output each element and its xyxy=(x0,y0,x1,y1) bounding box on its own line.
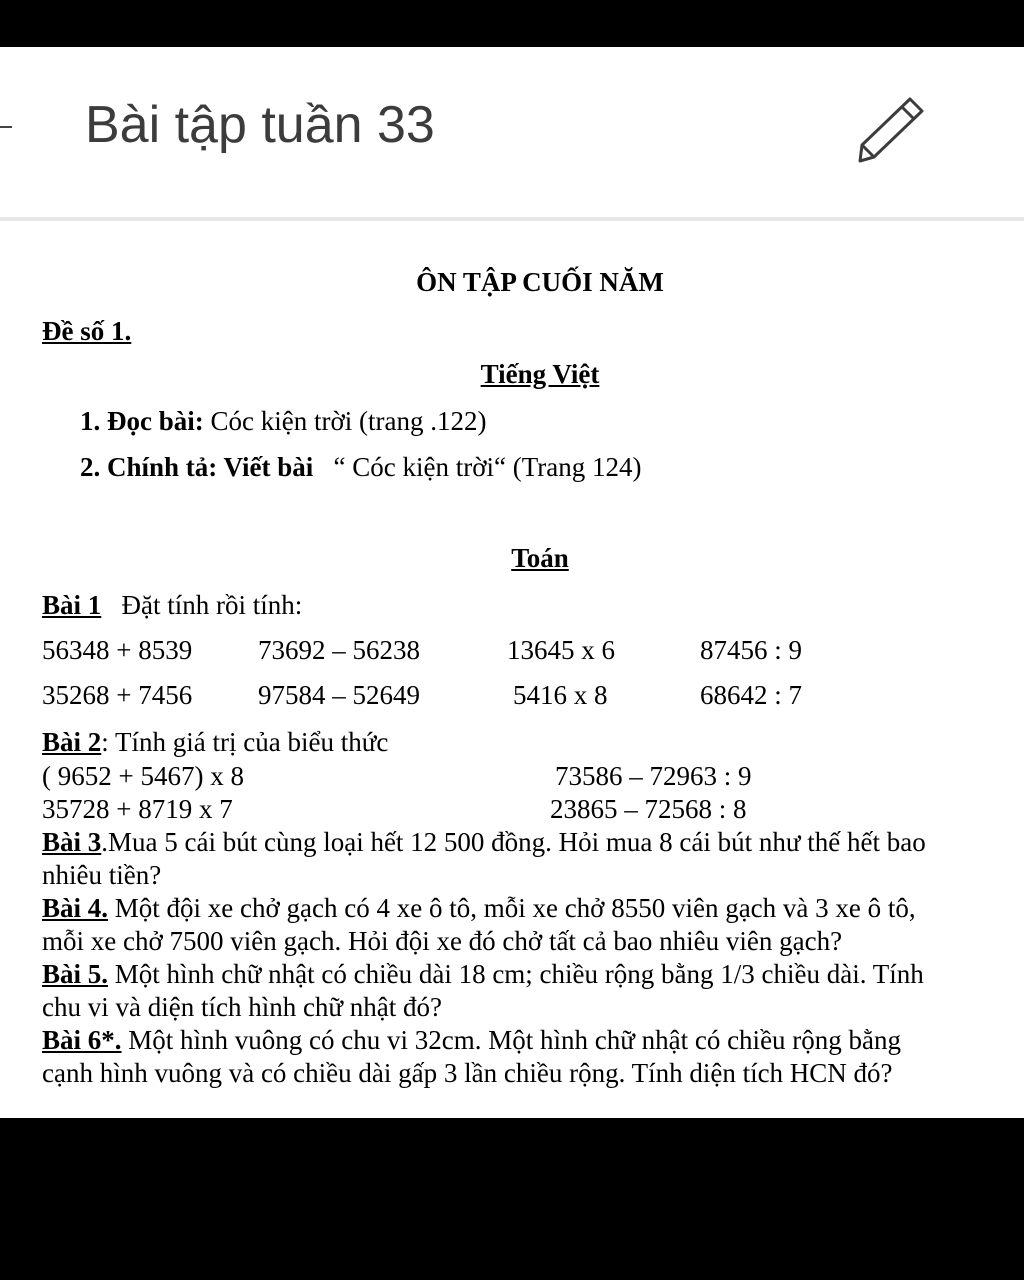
expression-cell: 35728 + 8719 x 7 xyxy=(42,794,233,824)
calc-cell: 13645 x 6 xyxy=(507,635,615,665)
expression-cell: ( 9652 + 5467) x 8 xyxy=(42,761,244,791)
exam-label: Đề số 1. xyxy=(42,316,132,346)
exercise-text: : Tính giá trị của biểu thức xyxy=(101,727,389,757)
exercise-text: .Mua 5 cái bút cùng loại hết 12 500 đồng. Hỏi mua 8 cái bút như thế hết bao xyxy=(101,827,926,857)
calc-cell: 73692 – 56238 xyxy=(258,635,420,665)
bai-5-line-2: chu vi và diện tích hình chữ nhật đó? xyxy=(42,992,443,1022)
item-label: 2. Chính tả: Viết bài xyxy=(80,452,314,482)
exercise-text: Một hình vuông có chu vi 32cm. Một hình chữ nhật có chiều rộng bằng xyxy=(121,1025,902,1055)
bai-3-line-1 xyxy=(42,829,926,856)
app-header xyxy=(0,47,1024,221)
exercise-text: Một đội xe chở gạch có 4 xe ô tô, mỗi xe chở 8550 viên gạch và 3 xe ô tô, xyxy=(108,893,916,923)
bai-4-line-2: mỗi xe chở 7500 viên gạch. Hỏi đội xe đó chở tất cả bao nhiêu viên gạch? xyxy=(42,926,843,956)
bai-2-heading xyxy=(42,729,388,756)
bai-6-line-2: cạnh hình vuông và có chiều dài gấp 3 lần chiều rộng. Tính diện tích HCN đó? xyxy=(42,1058,893,1088)
bai-6-line-1 xyxy=(42,1027,901,1054)
exercise-text: Đặt tính rồi tính: xyxy=(121,590,303,620)
exercise-text: Một hình chữ nhật có chiều dài 18 cm; chiều rộng bằng 1/3 chiều dài. Tính xyxy=(108,959,924,989)
section-title-tieng-viet: Tiếng Việt xyxy=(480,359,600,389)
expression-cell: 73586 – 72963 : 9 xyxy=(555,761,752,791)
tieng-viet-item-1 xyxy=(80,408,486,435)
document-heading: ÔN TẬP CUỐI NĂM xyxy=(416,267,664,297)
document-page xyxy=(0,221,1024,1118)
bai-4-line-1 xyxy=(42,895,916,922)
exercise-label: Bài 5. xyxy=(42,959,109,989)
item-text: Cóc kiện trời (trang .122) xyxy=(210,406,487,436)
expression-cell: 23865 – 72568 : 8 xyxy=(550,794,747,824)
item-label: 1. Đọc bài: xyxy=(80,406,204,436)
exercise-label: Bài 4. xyxy=(42,893,109,923)
item-text: “ Cóc kiện trời“ (Trang 124) xyxy=(333,452,642,482)
page-title: Bài tập tuần 33 xyxy=(85,96,435,154)
pencil-icon xyxy=(852,95,932,167)
exercise-label: Bài 3 xyxy=(42,827,102,857)
bai-5-line-1 xyxy=(42,961,924,988)
back-icon[interactable] xyxy=(0,126,12,128)
edit-button[interactable] xyxy=(852,95,932,167)
calc-cell: 68642 : 7 xyxy=(700,680,803,710)
tieng-viet-item-2 xyxy=(80,454,642,481)
calc-cell: 56348 + 8539 xyxy=(42,635,193,665)
section-title-toan: Toán xyxy=(511,543,569,573)
bai-1-heading xyxy=(42,592,302,619)
exercise-label: Bài 2 xyxy=(42,727,102,757)
calc-cell: 35268 + 7456 xyxy=(42,680,193,710)
exercise-label: Bài 6*. xyxy=(42,1025,122,1055)
calc-cell: 87456 : 9 xyxy=(700,635,803,665)
calc-cell: 5416 x 8 xyxy=(513,680,608,710)
exercise-label: Bài 1 xyxy=(42,590,102,620)
bai-3-line-2: nhiêu tiền? xyxy=(42,860,162,890)
calc-cell: 97584 – 52649 xyxy=(258,680,420,710)
